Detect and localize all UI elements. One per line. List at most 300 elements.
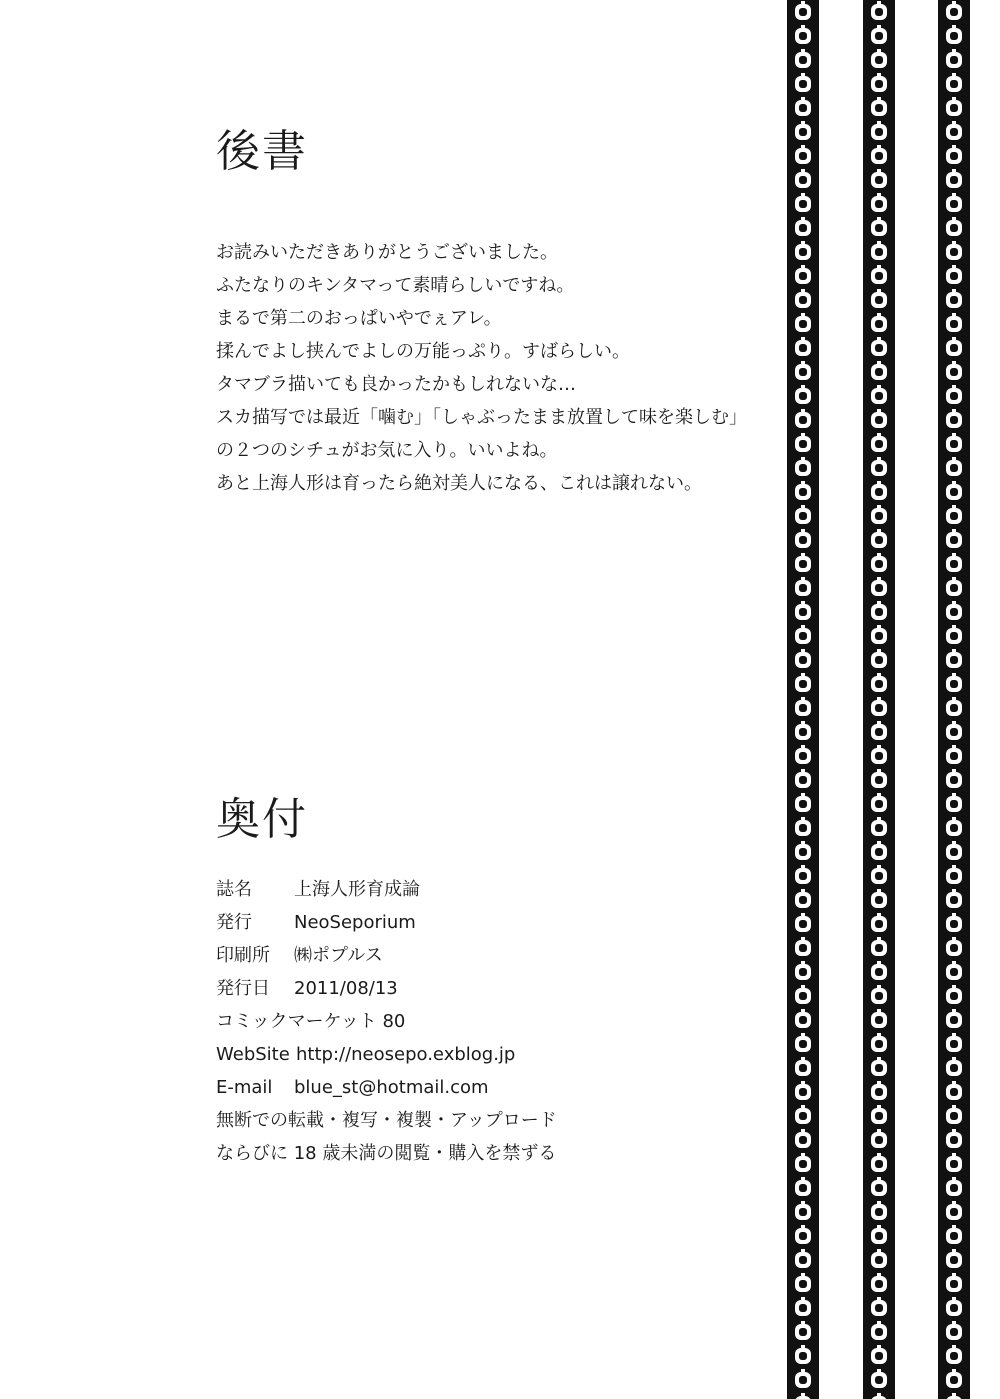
- chain-connector: [952, 193, 956, 197]
- chain-link-hole: [875, 80, 883, 88]
- chain-connector: [801, 625, 805, 629]
- chain-link-hole: [799, 320, 807, 328]
- colophon-row-event: [216, 1005, 776, 1038]
- chain-link-hole: [875, 1328, 883, 1336]
- chain-link-hole: [875, 1352, 883, 1360]
- colophon-row-title: [216, 873, 776, 906]
- chain-connector: [877, 553, 881, 557]
- chain-connector: [952, 361, 956, 365]
- chain-link-hole: [950, 1112, 958, 1120]
- chain-connector: [801, 745, 805, 749]
- chain-connector: [952, 121, 956, 125]
- chain-connector: [801, 1129, 805, 1133]
- chain-connector: [877, 529, 881, 533]
- chain-link-hole: [875, 560, 883, 568]
- chain-link-hole: [799, 1136, 807, 1144]
- chain-link-hole: [799, 992, 807, 1000]
- chain-connector: [952, 577, 956, 581]
- chain-connector: [801, 1393, 805, 1397]
- chain-connector: [952, 1129, 956, 1133]
- chain-connector: [801, 313, 805, 317]
- colophon-label: 発行日: [216, 978, 270, 999]
- chain-link-hole: [799, 1160, 807, 1168]
- chain-connector: [952, 409, 956, 413]
- afterword-line: 揉んでよし挟んでよしの万能っぷり。すばらしい。: [216, 341, 630, 362]
- chain-link-hole: [950, 1232, 958, 1240]
- chain-link-hole: [799, 344, 807, 352]
- chain-connector: [952, 793, 956, 797]
- chain-connector: [801, 1201, 805, 1205]
- chain-connector: [801, 1057, 805, 1061]
- chain-link-hole: [950, 1088, 958, 1096]
- chain-connector: [877, 361, 881, 365]
- colophon-value: ㈱ポプルス: [294, 945, 383, 966]
- chain-link-hole: [875, 1088, 883, 1096]
- chain-link-hole: [950, 656, 958, 664]
- chain-link-hole: [875, 536, 883, 544]
- chain-connector: [801, 361, 805, 365]
- chain-link-hole: [799, 752, 807, 760]
- colophon-label: 発行: [216, 912, 252, 933]
- colophon-row-notice-1: [216, 1104, 776, 1137]
- chain-connector: [877, 1369, 881, 1373]
- chain-link-hole: [950, 1064, 958, 1072]
- chain-link-hole: [875, 584, 883, 592]
- chain-link-hole: [950, 1040, 958, 1048]
- chain-link-hole: [875, 944, 883, 952]
- chain-connector: [801, 985, 805, 989]
- chain-link-hole: [799, 944, 807, 952]
- chain-link-hole: [950, 464, 958, 472]
- chain-link-hole: [950, 224, 958, 232]
- chain-connector: [801, 1177, 805, 1181]
- chain-connector: [801, 1249, 805, 1253]
- chain-link-hole: [950, 152, 958, 160]
- chain-connector: [952, 1081, 956, 1085]
- chain-link-hole: [799, 1064, 807, 1072]
- chain-link-hole: [799, 200, 807, 208]
- website-link[interactable]: http://neosepo.exblog.jp: [296, 1044, 516, 1065]
- chain-link-hole: [875, 392, 883, 400]
- chain-connector: [952, 841, 956, 845]
- chain-link-hole: [799, 968, 807, 976]
- chain-connector: [877, 1321, 881, 1325]
- chain-connector: [952, 1297, 956, 1301]
- chain-link-hole: [950, 1280, 958, 1288]
- chain-link-hole: [799, 488, 807, 496]
- chain-link-hole: [950, 632, 958, 640]
- chain-connector: [877, 49, 881, 53]
- chain-link-hole: [799, 896, 807, 904]
- chain-connector: [877, 865, 881, 869]
- chain-link-hole: [875, 776, 883, 784]
- chain-connector: [952, 481, 956, 485]
- chain-link-hole: [875, 296, 883, 304]
- colophon-label: 印刷所: [216, 945, 270, 966]
- chain-connector: [952, 553, 956, 557]
- afterword-body: [216, 236, 776, 500]
- colophon-row-website: [216, 1038, 776, 1071]
- chain-link-hole: [950, 416, 958, 424]
- chain-link-hole: [799, 848, 807, 856]
- chain-connector: [877, 889, 881, 893]
- chain-link-hole: [875, 56, 883, 64]
- chain-connector: [952, 961, 956, 965]
- chain-connector: [801, 1225, 805, 1229]
- chain-connector: [952, 769, 956, 773]
- afterword-line: タマブラ描いても良かったかもしれないな…: [216, 374, 576, 395]
- chain-link-hole: [875, 512, 883, 520]
- chain-link-hole: [799, 8, 807, 16]
- chain-link-hole: [875, 272, 883, 280]
- chain-connector: [877, 289, 881, 293]
- chain-connector: [801, 817, 805, 821]
- chain-connector: [952, 601, 956, 605]
- chain-link-hole: [875, 1256, 883, 1264]
- chain-connector: [877, 1177, 881, 1181]
- chain-connector: [877, 193, 881, 197]
- chain-connector: [877, 97, 881, 101]
- chain-connector: [952, 241, 956, 245]
- chain-link-hole: [875, 872, 883, 880]
- chain-connector: [877, 1105, 881, 1109]
- chain-connector: [801, 169, 805, 173]
- chain-connector: [877, 1081, 881, 1085]
- chain-link-hole: [950, 272, 958, 280]
- chain-link-hole: [950, 968, 958, 976]
- chain-connector: [801, 793, 805, 797]
- colophon-value: 上海人形育成論: [294, 879, 420, 900]
- chain-link-hole: [799, 392, 807, 400]
- afterword-line: お読みいただきありがとうございました。: [216, 242, 558, 263]
- colophon-value: 2011/08/13: [294, 978, 398, 999]
- chain-link-hole: [950, 8, 958, 16]
- chain-link-hole: [799, 1040, 807, 1048]
- chain-connector: [877, 697, 881, 701]
- chain-link-hole: [799, 416, 807, 424]
- chain-link-hole: [875, 368, 883, 376]
- chain-connector: [877, 433, 881, 437]
- chain-link-hole: [875, 632, 883, 640]
- chain-link-hole: [875, 656, 883, 664]
- chain-link-hole: [875, 152, 883, 160]
- chain-connector: [801, 289, 805, 293]
- chain-link-hole: [799, 80, 807, 88]
- chain-link-hole: [950, 1376, 958, 1384]
- afterword-line: あと上海人形は育ったら絶対美人になる、これは譲れない。: [216, 473, 702, 494]
- chain-connector: [952, 913, 956, 917]
- chain-connector: [801, 73, 805, 77]
- chain-connector: [952, 529, 956, 533]
- chain-link-hole: [950, 296, 958, 304]
- chain-connector: [877, 577, 881, 581]
- chain-connector: [801, 193, 805, 197]
- chain-link-hole: [799, 656, 807, 664]
- chain-link-hole: [950, 800, 958, 808]
- chain-connector: [952, 1321, 956, 1325]
- chain-connector: [877, 1297, 881, 1301]
- chain-link-hole: [875, 464, 883, 472]
- chain-connector: [877, 121, 881, 125]
- chain-link-hole: [950, 80, 958, 88]
- chain-link-hole: [875, 32, 883, 40]
- chain-connector: [952, 889, 956, 893]
- colophon-row-publisher: [216, 906, 776, 939]
- chain-connector: [952, 1177, 956, 1181]
- chain-link-hole: [875, 488, 883, 496]
- chain-link-hole: [875, 440, 883, 448]
- chain-link-hole: [950, 320, 958, 328]
- chain-link-hole: [950, 512, 958, 520]
- chain-link-hole: [875, 104, 883, 112]
- chain-connector: [877, 1057, 881, 1061]
- chain-link-hole: [875, 848, 883, 856]
- chain-connector: [801, 1153, 805, 1157]
- chain-link-hole: [875, 176, 883, 184]
- chain-connector: [952, 1369, 956, 1373]
- chain-connector: [952, 649, 956, 653]
- chain-connector: [801, 1369, 805, 1373]
- chain-link-hole: [950, 584, 958, 592]
- chain-link-hole: [875, 416, 883, 424]
- chain-connector: [877, 505, 881, 509]
- chain-connector: [877, 337, 881, 341]
- chain-link-hole: [799, 680, 807, 688]
- chain-connector: [952, 1105, 956, 1109]
- chain-connector: [801, 1273, 805, 1277]
- colophon-row-email: [216, 1071, 776, 1104]
- chain-link-hole: [950, 1304, 958, 1312]
- chain-link-hole: [950, 1256, 958, 1264]
- chain-connector: [952, 169, 956, 173]
- chain-link-hole: [799, 1208, 807, 1216]
- chain-connector: [801, 937, 805, 941]
- chain-link-hole: [950, 728, 958, 736]
- chain-connector: [801, 841, 805, 845]
- chain-connector: [952, 1, 956, 5]
- chain-link-hole: [799, 272, 807, 280]
- chain-link-hole: [799, 632, 807, 640]
- chain-link-hole: [799, 1256, 807, 1264]
- chain-connector: [952, 1393, 956, 1397]
- chain-connector: [801, 1033, 805, 1037]
- chain-connector: [877, 265, 881, 269]
- chain-connector: [877, 769, 881, 773]
- chain-connector: [877, 145, 881, 149]
- chain-connector: [801, 601, 805, 605]
- chain-link-hole: [950, 560, 958, 568]
- chain-link-hole: [875, 800, 883, 808]
- chain-connector: [877, 1153, 881, 1157]
- chain-connector: [877, 169, 881, 173]
- chain-connector: [877, 1345, 881, 1349]
- colophon-row-date: [216, 972, 776, 1005]
- chain-link-hole: [875, 320, 883, 328]
- chain-connector: [877, 481, 881, 485]
- chain-link-hole: [799, 1184, 807, 1192]
- chain-link-hole: [950, 104, 958, 112]
- chain-link-hole: [875, 1304, 883, 1312]
- chain-connector: [952, 1225, 956, 1229]
- chain-connector: [801, 577, 805, 581]
- chain-connector: [952, 97, 956, 101]
- chain-link-hole: [875, 704, 883, 712]
- afterword-title: 後書: [216, 126, 308, 177]
- chain-connector: [801, 97, 805, 101]
- chain-link-hole: [799, 800, 807, 808]
- chain-link-hole: [950, 488, 958, 496]
- chain-connector: [952, 721, 956, 725]
- chain-connector: [801, 241, 805, 245]
- afterword-line: ふたなりのキンタマって素晴らしいですね。: [216, 275, 575, 296]
- chain-link-hole: [799, 536, 807, 544]
- chain-link-hole: [799, 776, 807, 784]
- chain-link-hole: [875, 1040, 883, 1048]
- chain-connector: [877, 217, 881, 221]
- afterword-line: の２つのシチュがお気に入り。いいよね。: [216, 440, 558, 461]
- chain-link-hole: [799, 1016, 807, 1024]
- chain-link-hole: [950, 848, 958, 856]
- chain-link-hole: [799, 920, 807, 928]
- chain-link-hole: [875, 1016, 883, 1024]
- chain-connector: [877, 937, 881, 941]
- chain-connector: [952, 985, 956, 989]
- chain-link-hole: [950, 824, 958, 832]
- chain-link-hole: [799, 440, 807, 448]
- chain-link-hole: [799, 128, 807, 136]
- chain-connector: [801, 697, 805, 701]
- chain-connector: [952, 73, 956, 77]
- chain-link-hole: [799, 728, 807, 736]
- chain-link-hole: [950, 536, 958, 544]
- chain-connector: [877, 457, 881, 461]
- chain-link-hole: [799, 1088, 807, 1096]
- chain-connector: [801, 553, 805, 557]
- chain-link-hole: [875, 200, 883, 208]
- chain-link-hole: [875, 1280, 883, 1288]
- chain-link-hole: [875, 248, 883, 256]
- chain-connector: [801, 961, 805, 965]
- chain-connector: [877, 1393, 881, 1397]
- colophon-list: [216, 873, 776, 1170]
- chain-link-hole: [799, 608, 807, 616]
- chain-connector: [877, 601, 881, 605]
- chain-connector: [801, 865, 805, 869]
- chain-connector: [952, 49, 956, 53]
- chain-connector: [801, 913, 805, 917]
- chain-connector: [952, 745, 956, 749]
- chain-link-hole: [950, 1352, 958, 1360]
- chain-link-hole: [799, 248, 807, 256]
- chain-connector: [877, 1009, 881, 1013]
- chain-link-hole: [799, 1352, 807, 1360]
- chain-link-hole: [950, 56, 958, 64]
- chain-connector: [801, 337, 805, 341]
- chain-connector: [801, 1345, 805, 1349]
- chain-connector: [801, 217, 805, 221]
- chain-connector: [952, 1201, 956, 1205]
- email-link[interactable]: blue_st@hotmail.com: [294, 1077, 489, 1098]
- chain-connector: [801, 673, 805, 677]
- chain-connector: [952, 1345, 956, 1349]
- chain-connector: [952, 145, 956, 149]
- colophon-label: 誌名: [216, 879, 252, 900]
- chain-link-hole: [799, 32, 807, 40]
- colophon-row-notice-2: [216, 1137, 776, 1170]
- chain-link-hole: [875, 752, 883, 760]
- afterword-line: スカ描写では最近「噛む」「しゃぶったまま放置して味を楽しむ」: [216, 407, 747, 428]
- chain-link-hole: [875, 728, 883, 736]
- chain-connector: [801, 649, 805, 653]
- chain-link-hole: [875, 1376, 883, 1384]
- chain-link-hole: [950, 1208, 958, 1216]
- chain-link-hole: [875, 224, 883, 232]
- chain-connector: [801, 1105, 805, 1109]
- chain-link-hole: [950, 1160, 958, 1168]
- chain-connector: [952, 817, 956, 821]
- chain-connector: [952, 625, 956, 629]
- chain-link-hole: [875, 896, 883, 904]
- chain-link-hole: [950, 776, 958, 784]
- chain-link-hole: [875, 1136, 883, 1144]
- chain-link-hole: [799, 152, 807, 160]
- chain-link-hole: [875, 968, 883, 976]
- chain-link-hole: [799, 176, 807, 184]
- chain-connector: [801, 49, 805, 53]
- chain-connector: [952, 217, 956, 221]
- colophon-label: WebSite: [216, 1044, 290, 1065]
- chain-link-hole: [875, 992, 883, 1000]
- chain-connector: [877, 841, 881, 845]
- chain-connector: [952, 1249, 956, 1253]
- chain-connector: [877, 985, 881, 989]
- chain-link-hole: [950, 1328, 958, 1336]
- chain-link-hole: [875, 1232, 883, 1240]
- chain-link-hole: [799, 368, 807, 376]
- chain-connector: [952, 505, 956, 509]
- chain-connector: [801, 721, 805, 725]
- chain-link-hole: [875, 824, 883, 832]
- chain-link-hole: [950, 368, 958, 376]
- chain-link-hole: [950, 1136, 958, 1144]
- chain-connector: [801, 385, 805, 389]
- chain-link-hole: [950, 704, 958, 712]
- chain-link-hole: [799, 824, 807, 832]
- chain-link-hole: [875, 344, 883, 352]
- chain-connector: [877, 817, 881, 821]
- chain-connector: [952, 1033, 956, 1037]
- chain-link-hole: [799, 1280, 807, 1288]
- chain-link-hole: [950, 608, 958, 616]
- chain-connector: [801, 1081, 805, 1085]
- chain-decoration: [863, 0, 895, 1399]
- chain-connector: [801, 1321, 805, 1325]
- chain-link-hole: [950, 344, 958, 352]
- chain-link-hole: [799, 1232, 807, 1240]
- chain-decoration: [938, 0, 970, 1399]
- chain-connector: [952, 313, 956, 317]
- chain-link-hole: [950, 128, 958, 136]
- colophon-value: NeoSeporium: [294, 912, 416, 933]
- chain-decoration: [787, 0, 819, 1399]
- chain-connector: [877, 313, 881, 317]
- chain-link-hole: [950, 1184, 958, 1192]
- chain-connector: [801, 433, 805, 437]
- afterword-line: まるで第二のおっぱいやでぇアレ。: [216, 308, 502, 329]
- chain-connector: [877, 1225, 881, 1229]
- chain-link-hole: [799, 104, 807, 112]
- chain-connector: [801, 409, 805, 413]
